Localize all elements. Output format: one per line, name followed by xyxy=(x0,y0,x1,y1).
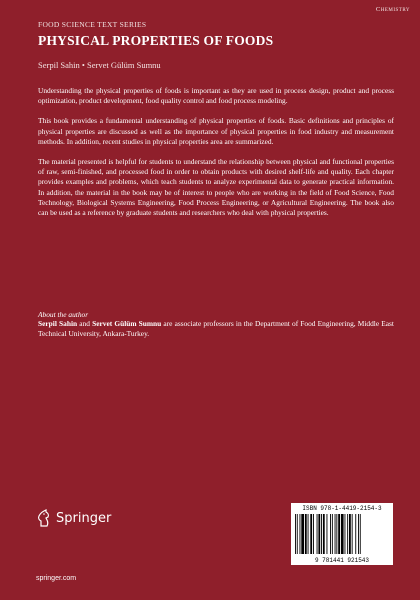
author-line: Serpil Sahin • Servet Gülüm Sumnu xyxy=(38,60,161,70)
author-name-1: Serpil Sahin xyxy=(38,319,78,328)
publisher-name: Springer xyxy=(56,510,112,526)
description-paragraph-3: The material presented is helpful for students to understand the relationship between physical and functional properties of raw, semi-finished, and processed food in order to obtain products with desired shelf-life and quality. Each chapter provides examples and problems, which teach students to analyze experimental data to generate practical information. In addition, the material in the book may be of interest to people who are working in the field of Food Science, Food Technology, Biological Systems Engineering, Food Process Engineering, or Agricultural Engineering. The book also can be used as a reference by graduate students and researchers who deal with physical properties. xyxy=(38,157,394,218)
subject-label: Chemistry xyxy=(375,6,410,13)
publisher-url[interactable]: springer.com xyxy=(36,575,77,582)
author-conjunction: and xyxy=(77,319,93,328)
description-paragraph-2: This book provides a fundamental understanding of physical properties of foods. Basic definitions and principles of physical properties are discussed as well as the importance of physical properties in food industry and measurement methods. In addition, recent studies in physical properties area are summarized. xyxy=(38,116,394,146)
description-paragraph-1: Understanding the physical properties of foods is important as they are used in process design, product and process optimization, product development, food quality control and food process modeling. xyxy=(38,86,394,106)
author-name-2: Servet Gülüm Sumnu xyxy=(92,319,162,328)
springer-knight-icon xyxy=(36,509,52,527)
barcode-bars xyxy=(295,514,389,554)
about-author-text xyxy=(38,319,394,339)
author-bio: are associate professors in the Department of Food Engineering, Middle East Technical University, Ankara-Turkey. xyxy=(38,319,394,339)
description xyxy=(38,86,394,228)
springer-logo xyxy=(36,509,111,527)
about-author-heading: About the author xyxy=(38,310,89,319)
book-title: PHYSICAL PROPERTIES OF FOODS xyxy=(38,33,274,48)
barcode-number: 9 781441 921543 xyxy=(314,557,369,564)
isbn-barcode xyxy=(291,503,393,565)
isbn-label: ISBN 978-1-4419-2154-3 xyxy=(302,505,382,512)
series-label: FOOD SCIENCE TEXT SERIES xyxy=(38,20,147,29)
